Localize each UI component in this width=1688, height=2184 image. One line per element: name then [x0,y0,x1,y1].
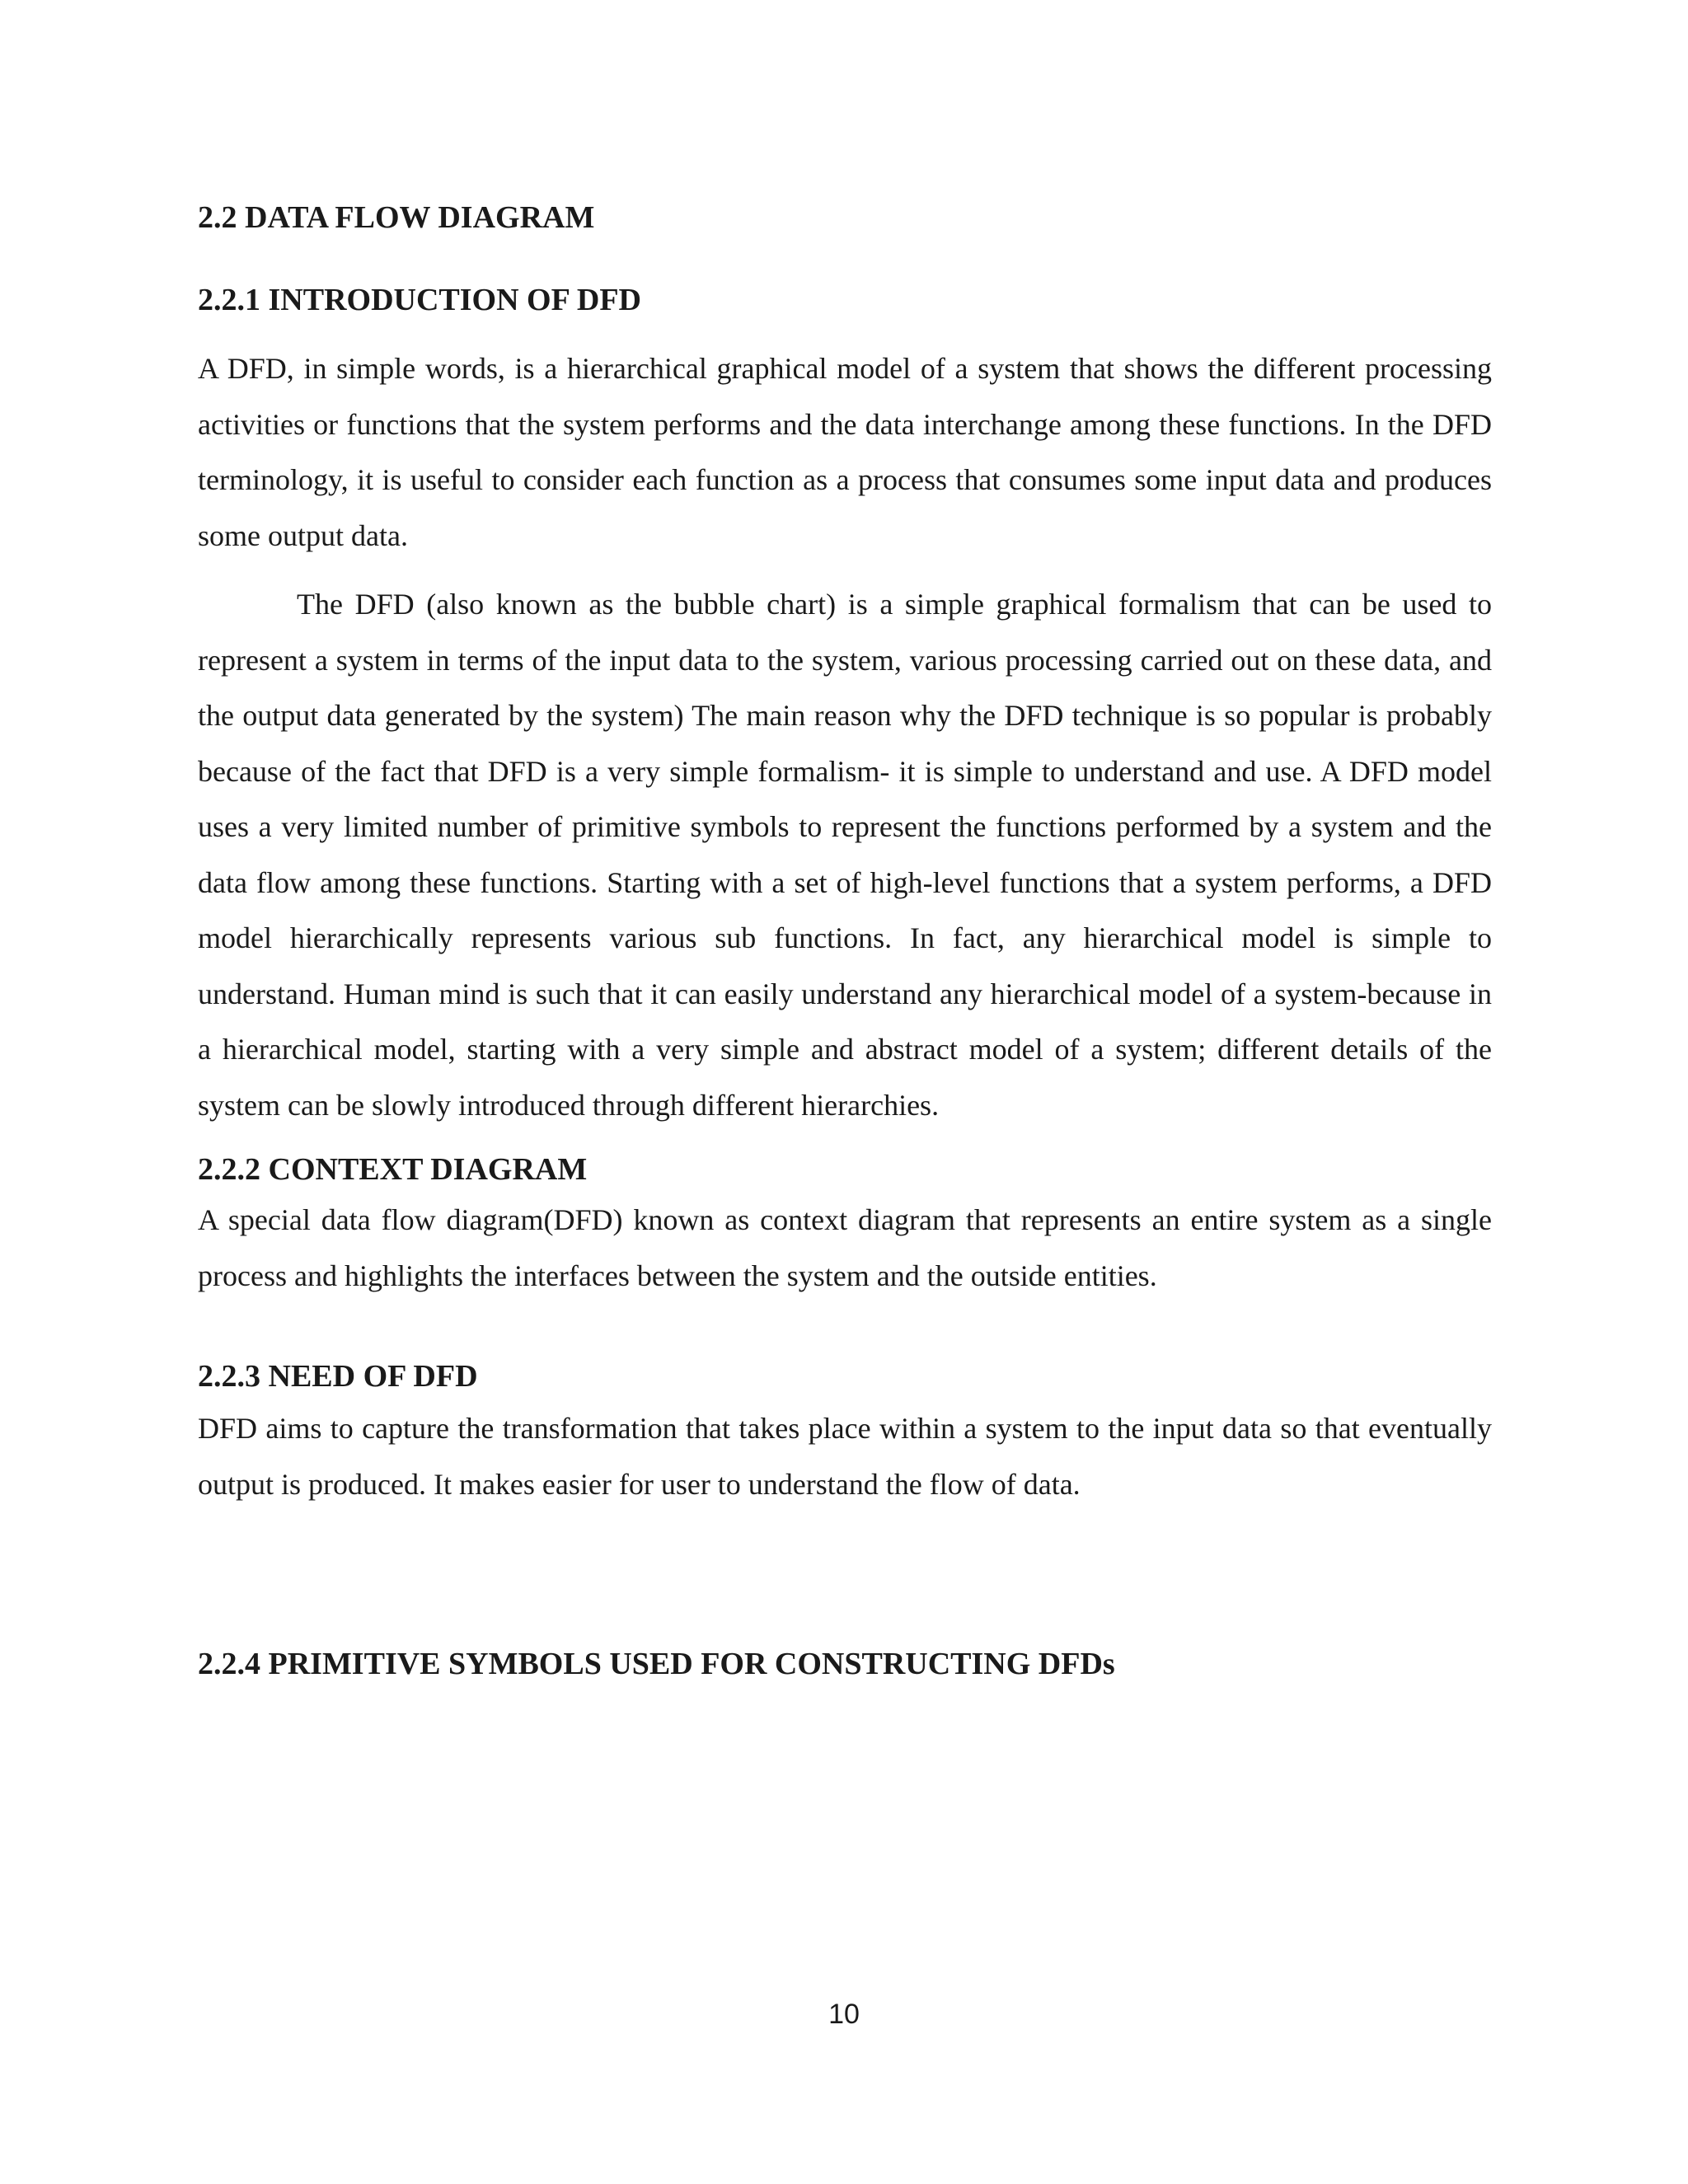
intro-paragraph-2: The DFD (also known as the bubble chart) is a simple graphical formalism that can be used to represent a system in terms of the input data to the system, various processing carried out on these data, and the output data generated by the system) The main reason why the DFD technique is so popular is probably because of the fact that DFD is a very simple formalism- it is simple to understand and use. A DFD model uses a very limited number of primitive symbols to represent the functions performed by a system and the data flow among these functions. Starting with a set of high-level functions that a system performs, a DFD model hierarchically represents various sub functions. In fact, any hierarchical model is simple to understand. Human mind is such that it can easily understand any hierarchical model of a system-because in a hierarchical model, starting with a very simple and abstract model of a system; different details of the system can be slowly introduced through different hierarchies. [198,588,1492,1122]
section-heading-data-flow-diagram: 2.2 DATA FLOW DIAGRAM [198,200,595,235]
intro-paragraph-1: A DFD, in simple words, is a hierarchical graphical model of a system that shows the different processing activities or functions that the system performs and the data interchange among these functions. In the DFD terminology, it is useful to consider each function as a process that consumes some input data and produces some output data. [198,352,1492,552]
subsection-heading-introduction: 2.2.1 INTRODUCTION OF DFD [198,283,641,317]
subsection-heading-context-diagram: 2.2.2 CONTEXT DIAGRAM [198,1152,588,1187]
page-number: 10 [828,1999,860,2030]
need-paragraph: DFD aims to capture the transformation that takes place within a system to the input data so that eventually output is produced. It makes easier for user to understand the flow of data. [198,1412,1492,1501]
page-content [198,198,1492,1684]
subsection-heading-primitive-symbols: 2.2.4 PRIMITIVE SYMBOLS USED FOR CONSTRUCTING DFDs [198,1647,1115,1681]
subsection-heading-need-of-dfd: 2.2.3 NEED OF DFD [198,1359,478,1394]
context-paragraph: A special data flow diagram(DFD) known as context diagram that represents an entire system as a single process and highlights the interfaces between the system and the outside entities. [198,1203,1492,1292]
